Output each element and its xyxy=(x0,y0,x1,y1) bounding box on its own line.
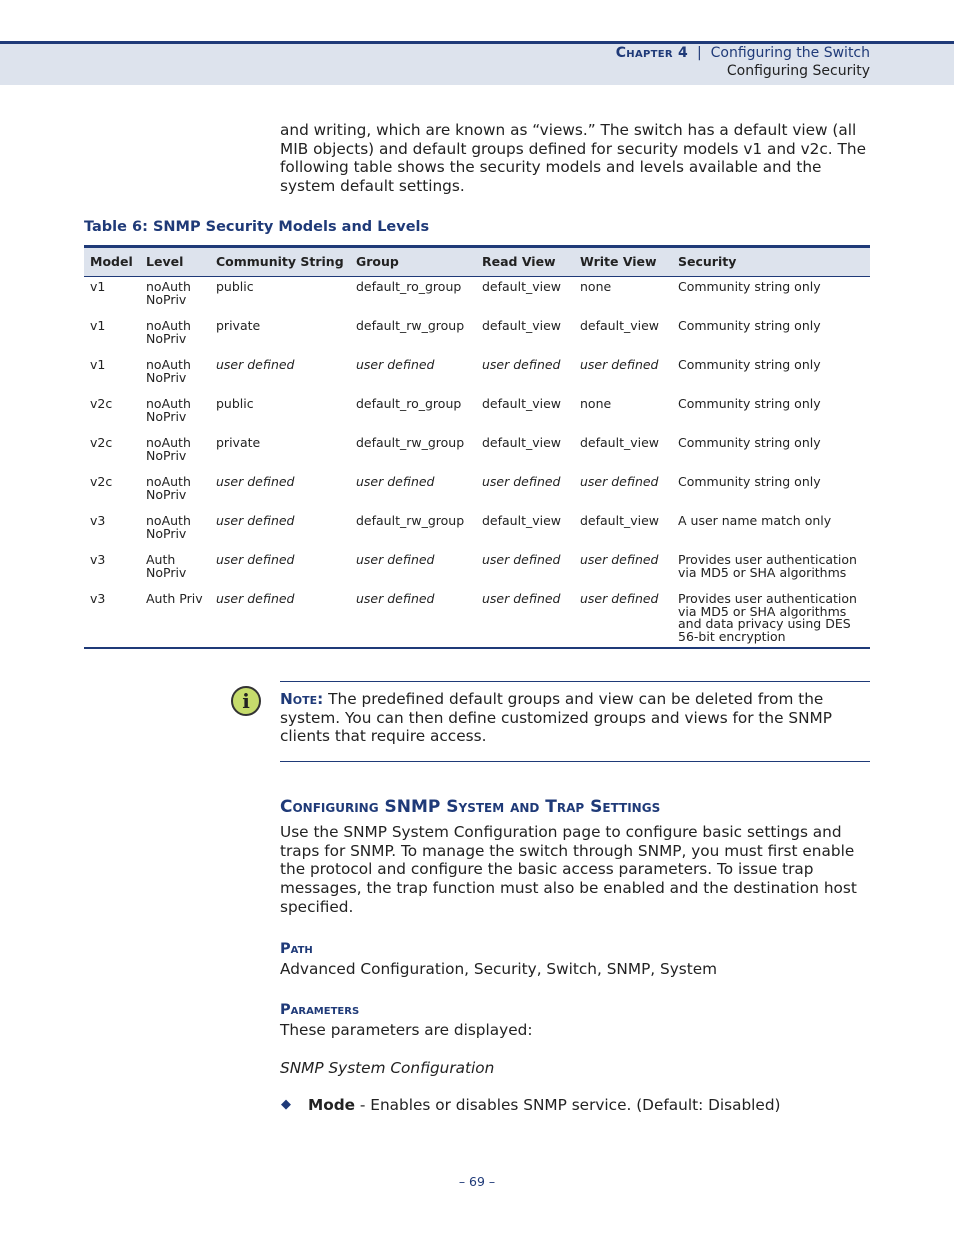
table-row xyxy=(84,511,870,550)
cell-level: noAuth NoPriv xyxy=(146,318,191,346)
cell-model: v3 xyxy=(84,589,140,648)
cell-security: Community string only xyxy=(678,474,821,489)
cell-write-view: user defined xyxy=(580,474,659,489)
cell-model: v1 xyxy=(90,279,106,294)
column-header-security: Security xyxy=(672,247,870,277)
cell-group: default_rw_group xyxy=(356,435,465,450)
chapter-title: Configuring the Switch xyxy=(710,45,870,61)
cell-level: Auth NoPriv xyxy=(146,552,187,580)
cell-write-view: default_view xyxy=(580,513,660,528)
cell-security: Community string only xyxy=(678,357,821,372)
section-title: Configuring SNMP System and Trap Settings xyxy=(280,797,661,817)
note-label: Note: xyxy=(280,690,324,708)
cell-group: user defined xyxy=(350,589,476,648)
running-header-section: Configuring Security xyxy=(726,63,870,79)
cell-community-string: user defined xyxy=(216,513,295,528)
cell-write-view: none xyxy=(580,396,612,411)
cell-group: default_rw_group xyxy=(356,318,465,333)
cell-write-view: user defined xyxy=(580,357,659,372)
cell-group: default_ro_group xyxy=(356,279,462,294)
cell-level: noAuth NoPriv xyxy=(146,435,191,463)
cell-read-view: default_view xyxy=(482,279,562,294)
bullet-item-mode xyxy=(308,1096,781,1115)
cell-model: v1 xyxy=(90,357,106,372)
intro-paragraph: and writing, which are known as “views.” The switch has a default view (all MIB objects) and default groups defined for security models v1 and v2c. The following table shows the security models and levels available and the system default settings. xyxy=(280,121,866,196)
parameters-heading: Parameters xyxy=(280,1002,360,1018)
table-row xyxy=(84,433,870,472)
cell-level: Auth Priv xyxy=(140,589,210,648)
cell-level: noAuth NoPriv xyxy=(146,513,191,541)
cell-write-view: user defined xyxy=(574,589,672,648)
security-models-table xyxy=(84,245,870,649)
table-row xyxy=(84,277,870,317)
path-text: Advanced Configuration, Security, Switch, SNMP, System xyxy=(280,960,718,978)
cell-community-string: private xyxy=(216,318,261,333)
cell-community-string: private xyxy=(216,435,261,450)
cell-model: v3 xyxy=(90,552,106,567)
table-header-row xyxy=(84,247,870,277)
chapter-label: Chapter 4 xyxy=(615,45,689,61)
table-row xyxy=(84,355,870,394)
cell-community-string: public xyxy=(216,396,254,411)
note-bottom-rule xyxy=(280,761,870,762)
column-header-write-view: Write View xyxy=(574,247,672,277)
cell-read-view: user defined xyxy=(476,589,574,648)
bullet-description: - Enables or disables SNMP service. (Default: Disabled) xyxy=(355,1096,781,1114)
cell-group: default_rw_group xyxy=(356,513,465,528)
parameters-subtitle: SNMP System Configuration xyxy=(280,1059,495,1077)
table-row xyxy=(84,472,870,511)
cell-security: A user name match only xyxy=(678,513,832,528)
cell-security: Provides user authentication via MD5 or SHA algorithms xyxy=(678,552,857,580)
cell-read-view: default_view xyxy=(482,396,562,411)
cell-model: v2c xyxy=(90,396,113,411)
cell-group: user defined xyxy=(356,357,435,372)
table-row xyxy=(84,550,870,589)
cell-community-string: user defined xyxy=(216,474,295,489)
cell-security: Community string only xyxy=(678,396,821,411)
cell-community-string: user defined xyxy=(216,552,295,567)
cell-security: Community string only xyxy=(678,318,821,333)
cell-read-view: default_view xyxy=(482,513,562,528)
cell-write-view: default_view xyxy=(580,435,660,450)
cell-group: default_ro_group xyxy=(356,396,462,411)
cell-read-view: default_view xyxy=(482,318,562,333)
cell-model: v3 xyxy=(90,513,106,528)
column-header-community-string: Community String xyxy=(210,247,350,277)
cell-level: noAuth NoPriv xyxy=(146,474,191,502)
cell-model: v1 xyxy=(90,318,106,333)
cell-read-view: default_view xyxy=(482,435,562,450)
column-header-level: Level xyxy=(140,247,210,277)
cell-level: noAuth NoPriv xyxy=(146,357,191,385)
cell-write-view: none xyxy=(580,279,612,294)
cell-write-view: default_view xyxy=(580,318,660,333)
cell-community-string: user defined xyxy=(216,357,295,372)
cell-community-string: user defined xyxy=(210,589,350,648)
cell-read-view: user defined xyxy=(482,474,561,489)
note-top-rule xyxy=(280,681,870,682)
page-number: – 69 – xyxy=(458,1174,496,1189)
table-body xyxy=(84,277,870,649)
path-heading: Path xyxy=(280,941,313,957)
column-header-group: Group xyxy=(350,247,476,277)
cell-group: user defined xyxy=(356,552,435,567)
cell-model: v2c xyxy=(90,435,113,450)
cell-model: v2c xyxy=(90,474,113,489)
cell-security: Community string only xyxy=(678,279,821,294)
security-models-table-wrapper xyxy=(84,245,870,649)
info-icon: i xyxy=(231,686,261,716)
note-paragraph xyxy=(280,690,870,746)
cell-level: noAuth NoPriv xyxy=(146,396,191,424)
table-row xyxy=(84,316,870,355)
cell-read-view: user defined xyxy=(482,552,561,567)
column-header-model: Model xyxy=(84,247,140,277)
section-body: Use the SNMP System Configuration page to configure basic settings and traps for SNMP. To manage the switch through SNMP, you must first enable the protocol and configure the basic access parameters. To issue trap messages, the trap function must also be enabled and the destination host specified. xyxy=(280,823,857,916)
table-row xyxy=(84,394,870,433)
cell-security: Community string only xyxy=(678,435,821,450)
cell-community-string: public xyxy=(216,279,254,294)
note-text: The predefined default groups and view can be deleted from the system. You can then define customized groups and views for the SNMP clients that require access. xyxy=(280,690,832,746)
header-separator: | xyxy=(697,45,702,61)
running-header-chapter xyxy=(616,45,870,61)
column-header-read-view: Read View xyxy=(476,247,574,277)
table-caption: Table 6: SNMP Security Models and Levels xyxy=(84,219,430,235)
cell-group: user defined xyxy=(356,474,435,489)
cell-write-view: user defined xyxy=(580,552,659,567)
cell-security: Provides user authentication via MD5 or SHA algorithms and data privacy using DES 56-bit encryption xyxy=(672,589,870,648)
cell-read-view: user defined xyxy=(482,357,561,372)
cell-level: noAuth NoPriv xyxy=(146,279,191,307)
table-row xyxy=(84,589,870,648)
parameters-text: These parameters are displayed: xyxy=(280,1021,533,1039)
bullet-term: Mode xyxy=(308,1096,356,1114)
diamond-bullet-icon: ◆ xyxy=(281,1097,291,1112)
